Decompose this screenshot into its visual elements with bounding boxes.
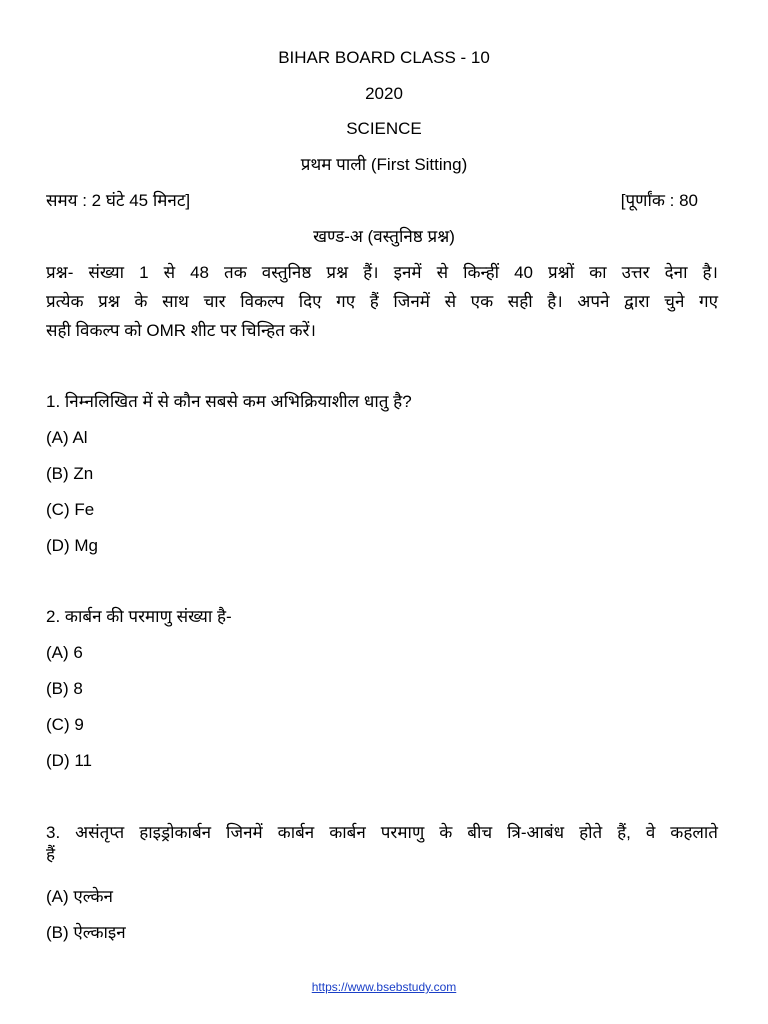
question-3-line: 3. असंतृप्त हाइड्रोकार्बन जिनमें कार्बन कार्बन परमाणु के बीच त्रि-आबंध होते हैं, वे कहलाते — [46, 823, 718, 842]
time-label: समय : 2 घंटे 45 मिनट] — [46, 191, 191, 210]
total-marks-label: [पूर्णांक : 80 — [620, 191, 698, 210]
question-3-text — [46, 822, 718, 866]
question-3-line: हैं — [46, 845, 56, 864]
question-3-option-a: (A) एल्केन — [46, 887, 113, 906]
question-3-option-b: (B) ऐल्काइन — [46, 923, 126, 942]
instructions-paragraph — [46, 258, 718, 345]
question-2-option-c: (C) 9 — [46, 715, 84, 734]
website-link[interactable]: https://www.bsebstudy.com — [311, 980, 457, 994]
instruction-line: प्रश्न- संख्या 1 से 48 तक वस्तुनिष्ठ प्रश्न हैं। इनमें से किन्हीं 40 प्रश्नों का उत्तर देना है। — [46, 263, 718, 282]
question-2-option-d: (D) 11 — [46, 751, 92, 770]
question-1-option-d: (D) Mg — [46, 536, 98, 555]
instruction-line: प्रत्येक प्रश्न के साथ चार विकल्प दिए गए हैं जिनमें से एक सही है। अपने द्वारा चुने गए — [46, 292, 718, 311]
exam-year: 2020 — [365, 84, 403, 103]
question-2-text: 2. कार्बन की परमाणु संख्या है- — [46, 607, 232, 626]
subject-title: SCIENCE — [346, 119, 422, 138]
question-2-option-a: (A) 6 — [46, 643, 83, 662]
sitting-label: प्रथम पाली (First Sitting) — [300, 155, 468, 174]
question-2-option-b: (B) 8 — [46, 679, 83, 698]
question-1-option-a: (A) Al — [46, 428, 88, 447]
question-1-option-c: (C) Fe — [46, 500, 95, 519]
question-1-text: 1. निम्नलिखित में से कौन सबसे कम अभिक्रियाशील धातु है? — [46, 392, 412, 411]
instruction-line: सही विकल्प को OMR शीट पर चिन्हित करें। — [46, 321, 316, 340]
section-title: खण्ड-अ (वस्तुनिष्ठ प्रश्न) — [313, 227, 455, 246]
board-title: BIHAR BOARD CLASS - 10 — [278, 48, 490, 67]
question-1-option-b: (B) Zn — [46, 464, 94, 483]
footer — [0, 979, 768, 995]
